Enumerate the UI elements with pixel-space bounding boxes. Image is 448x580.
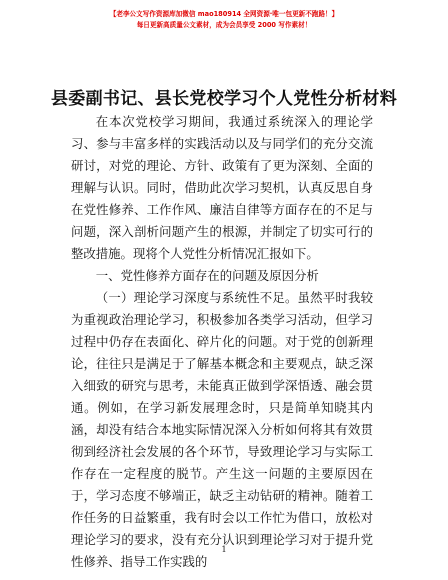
promo-banner: 【老李公文写作资源库加微信 mao180914 全网资源·唯一包更新不跑路！】 — [109, 10, 339, 18]
promo-banner-subline: 每日更新高质量公文素材，成为会员享受 2000 写作素材！ — [136, 21, 312, 29]
page-number: 1 — [221, 545, 227, 554]
intro-paragraph: 在本次党校学习期间，我通过系统深入的理论学习、参与丰富多样的实践活动以及与同学们的充分交流研讨，对党的理论、方针、政策有了更为深刻、全面的理解与认识。同时，借助此次学习契机，认真反思自身在党性修养、工作作风、廉洁自律等方面存在的不足与问题，深入剖析问题产生的根源，并制定了切实可行的整改措施。现将个人党性分析情况汇报如下。 — [71, 114, 373, 261]
document-title: 县委副书记、县长党校学习个人党性分析材料 — [51, 89, 397, 109]
document-body — [71, 111, 373, 573]
subsection-paragraph: （一）理论学习深度与系统性不足。虽然平时我较为重视政治理论学习，积极参加各类学习活动，但学习过程中仍存在表面化、碎片化的问题。对于党的创新理论，往往只是满足于了解基本概念和主要观点，缺乏深入细致的研究与思考，未能真正做到学深悟透、融会贯通。例如，在学习新发展理念时，只是简单知晓其内涵，却没有结合本地实际情况深入分析如何将其有效贯彻到经济社会发展的各个环节，导致理论学习与实际工作存在一定程度的脱节。产生这一问题的主要原因在于，学习态度不够端正，缺乏主动钻研的精神。随着工作任务的日益繁重，我有时会以工作忙为借口，放松对理论学习的要求，没有充分认识到理论学习对于提升党性修养、指导工作实践的 — [71, 290, 373, 569]
section-heading: 一、党性修养方面存在的问题及原因分析 — [95, 268, 319, 283]
